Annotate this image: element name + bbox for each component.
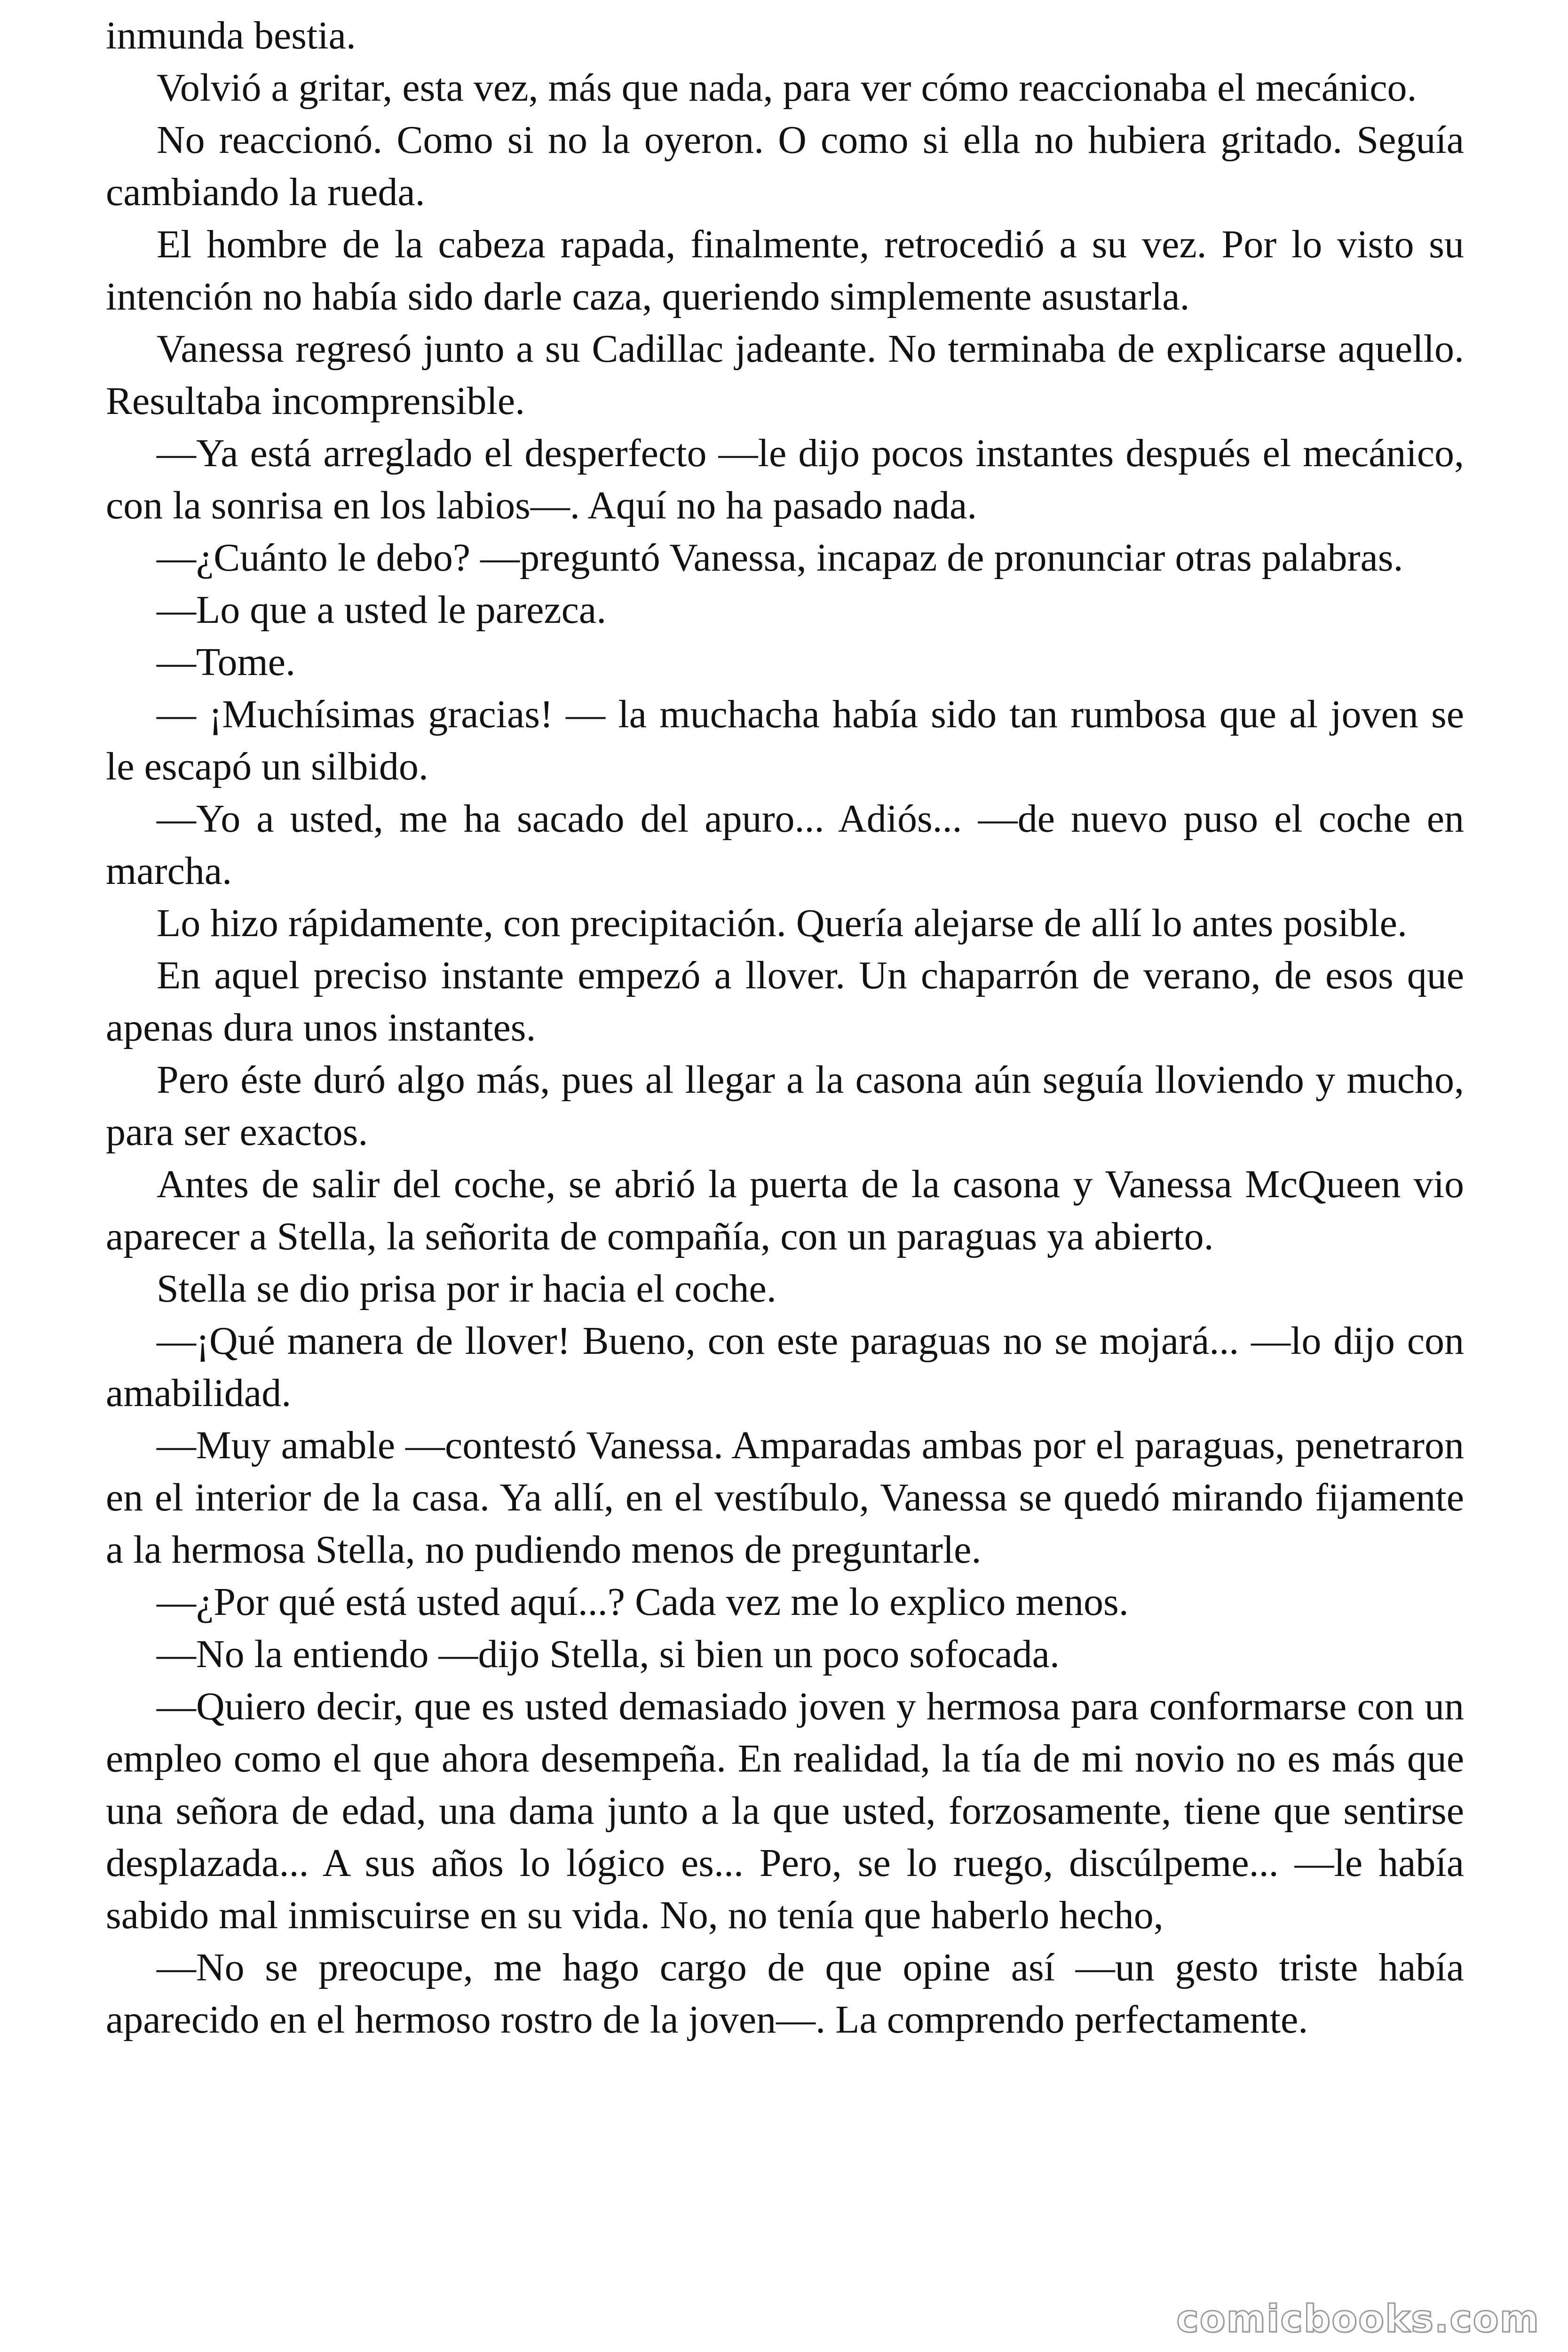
paragraph: —Ya está arreglado el desperfecto —le dijo pocos instantes después el mecánico, con la sonrisa en los labios—. Aquí no ha pasado nada.: [106, 431, 1464, 527]
paragraph: —Quiero decir, que es usted demasiado joven y hermosa para conformarse con un empleo como el que ahora desempeña. En realidad, la tía de mi novio no es más que una señora de edad, una dama junto a la que usted, forzosamente, tiene que sentirse desplazada... A sus años lo lógico es... Pero, se lo ruego, discúlpeme... —le había sabido mal inmiscuirse en su vida. No, no tenía que haberlo hecho,: [106, 1685, 1464, 1937]
paragraph: — ¡Muchísimas gracias! — la muchacha había sido tan rumbosa que al joven se le escapó un silbido.: [106, 692, 1464, 788]
paragraph: Pero éste duró algo más, pues al llegar a la casona aún seguía lloviendo y mucho, para ser exactos.: [106, 1058, 1464, 1154]
paragraph: No reaccionó. Como si no la oyeron. O como si ella no hubiera gritado. Seguía cambiando la rueda.: [106, 118, 1464, 214]
paragraph: En aquel preciso instante empezó a llover. Un chaparrón de verano, de esos que apenas dura unos instantes.: [106, 954, 1464, 1049]
page-body: [106, 9, 1464, 2343]
paragraph: —No se preocupe, me hago cargo de que opine así —un gesto triste había aparecido en el hermoso rostro de la joven—. La comprendo perfectamente.: [106, 1946, 1464, 2042]
paragraph: —Tome.: [157, 640, 296, 684]
paragraph: —Yo a usted, me ha sacado del apuro... Adiós... —de nuevo puso el coche en marcha.: [106, 797, 1464, 893]
paragraph: —Muy amable —contestó Vanessa. Amparadas ambas por el paraguas, penetraron en el interior de la casa. Ya allí, en el vestíbulo, Vanessa se quedó mirando fijamente a la hermosa Stella, no pudiendo menos de preguntarle.: [106, 1423, 1464, 1572]
paragraph: —¡Qué manera de llover! Bueno, con este paraguas no se mojará... —lo dijo con amabilidad.: [106, 1319, 1464, 1415]
paragraph: Antes de salir del coche, se abrió la puerta de la casona y Vanessa McQueen vio aparecer a Stella, la señorita de compañía, con un paraguas ya abierto.: [106, 1162, 1464, 1258]
paragraph: Stella se dio prisa por ir hacia el coche.: [157, 1267, 776, 1311]
paragraph: —¿Cuánto le debo? —preguntó Vanessa, incapaz de pronunciar otras palabras.: [157, 536, 1403, 580]
paragraph: Lo hizo rápidamente, con precipitación. Quería alejarse de allí lo antes posible.: [157, 901, 1407, 945]
paragraph: —¿Por qué está usted aquí...? Cada vez me lo explico menos.: [157, 1580, 1129, 1624]
paragraph: Volvió a gritar, esta vez, más que nada, para ver cómo reaccionaba el mecánico.: [157, 66, 1417, 110]
paragraph: El hombre de la cabeza rapada, finalmente, retrocedió a su vez. Por lo visto su intención no había sido darle caza, queriendo simplemente asustarla.: [106, 222, 1464, 318]
paragraph: inmunda bestia.: [106, 14, 356, 57]
watermark: comicbooks.com: [1176, 2297, 1540, 2341]
paragraph: —Lo que a usted le parezca.: [157, 588, 607, 632]
paragraph: Vanessa regresó junto a su Cadillac jadeante. No terminaba de explicarse aquello. Resultaba incomprensible.: [106, 327, 1464, 423]
paragraph: —No la entiendo —dijo Stella, si bien un poco sofocada.: [157, 1632, 1060, 1676]
